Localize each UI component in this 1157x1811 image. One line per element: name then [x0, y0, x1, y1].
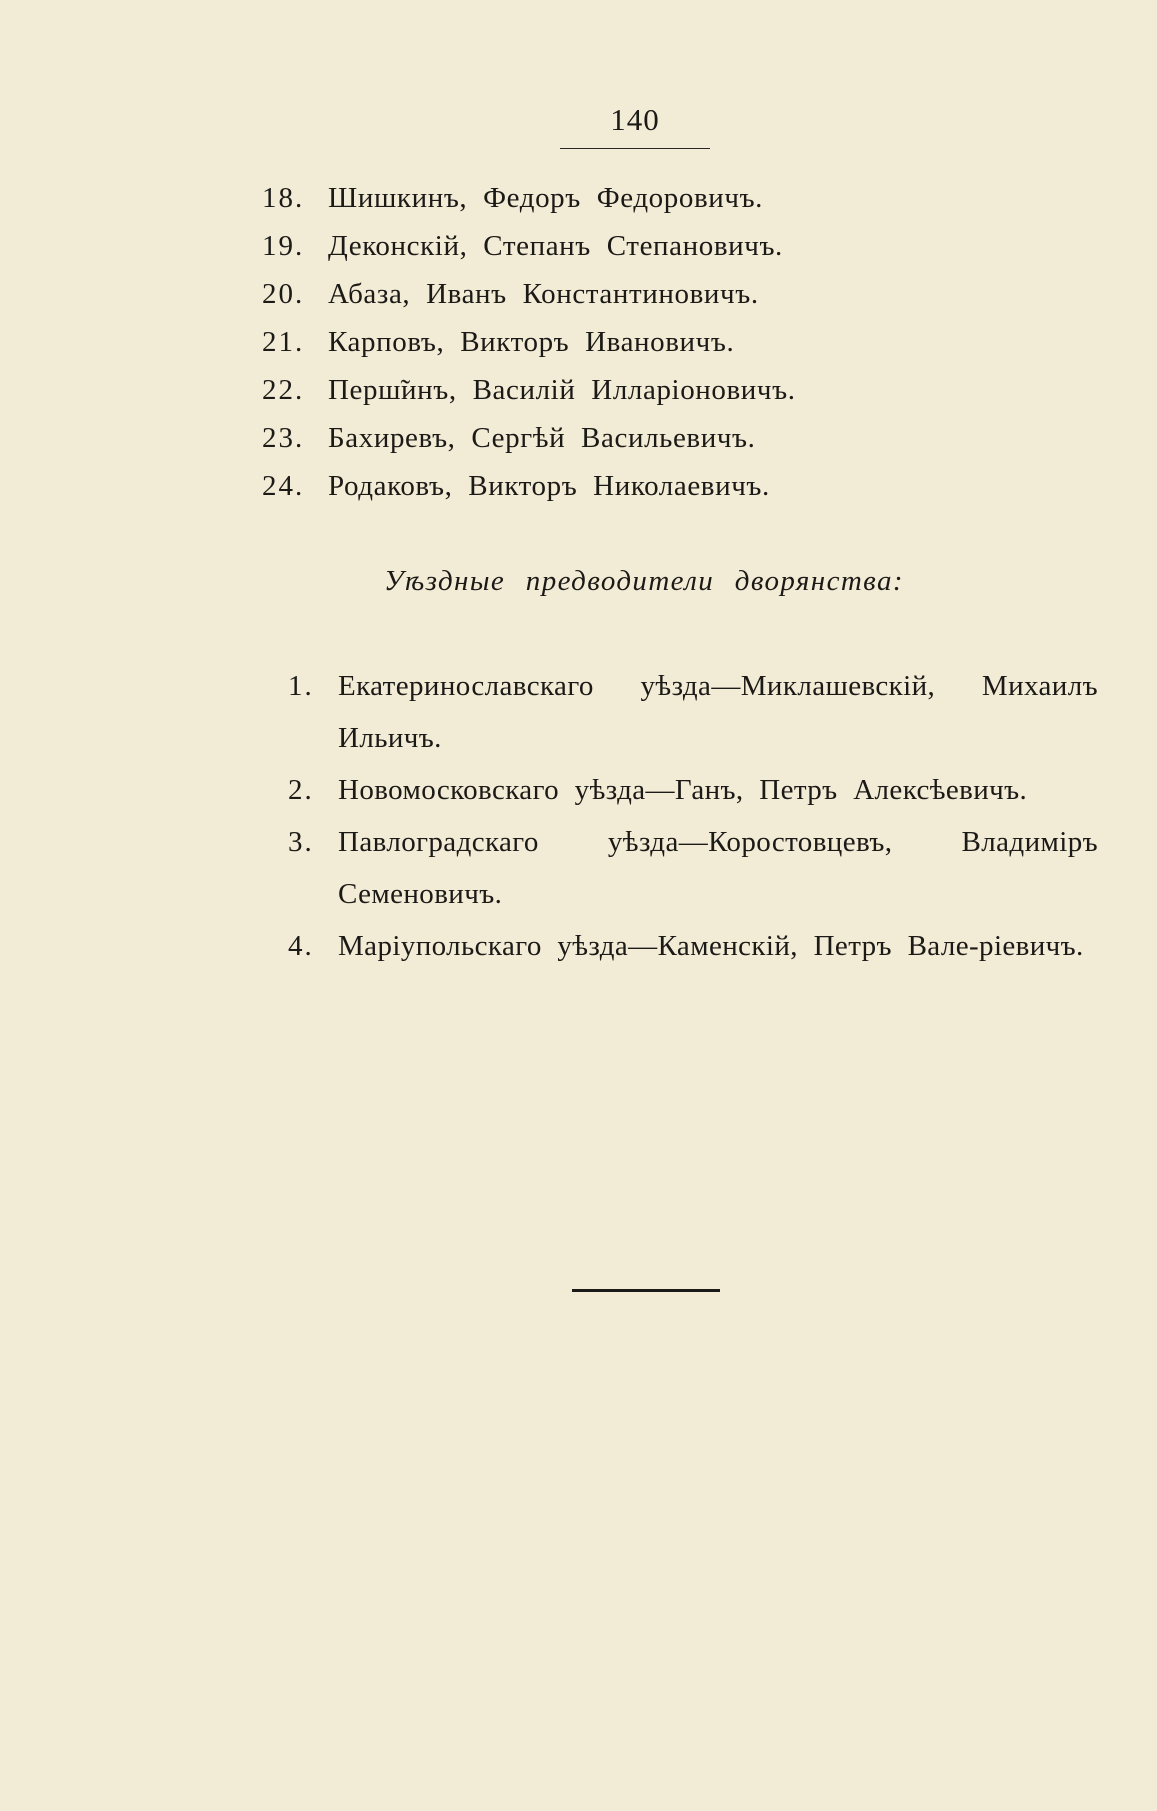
- list-item: [288, 920, 1098, 972]
- page-header: [560, 102, 710, 149]
- list-item: [288, 660, 1098, 764]
- item-number: 22.: [262, 374, 305, 406]
- item-name: Деконскій, Степанъ Степановичъ.: [328, 230, 783, 262]
- item-number: 4.: [288, 930, 314, 962]
- item-number: 20.: [262, 278, 305, 310]
- item-name: Абаза, Иванъ Константиновичъ.: [328, 278, 759, 310]
- item-name: Родаковъ, Викторъ Николаевичъ.: [328, 470, 770, 502]
- item-number: 18.: [262, 182, 305, 214]
- item-text: Новомосковскаго уѣзда—Ганъ, Петръ Алексѣевичъ.: [338, 774, 1028, 806]
- item-number: 19.: [262, 230, 305, 262]
- item-name: Карповъ, Викторъ Ивановичъ.: [328, 326, 735, 358]
- list-item: [262, 470, 796, 518]
- item-text: Павлоградскаго уѣзда—Коростовцевъ, Владиміръ Семеновичъ.: [338, 826, 1098, 910]
- item-number: 23.: [262, 422, 305, 454]
- list-item: [262, 278, 796, 326]
- header-rule: [560, 148, 710, 149]
- item-text: Маріупольскаго уѣзда—Каменскій, Петръ Вале-ріевичъ.: [338, 930, 1084, 962]
- item-number: 3.: [288, 826, 314, 858]
- section-heading: Уѣздные предводители дворянства:: [384, 565, 904, 597]
- list-item: [262, 374, 796, 422]
- item-number: 21.: [262, 326, 305, 358]
- item-text: Екатеринославскаго уѣзда—Миклашевскій, Михаилъ Ильичъ.: [338, 670, 1098, 754]
- item-number: 1.: [288, 670, 314, 702]
- end-rule: [572, 1289, 720, 1292]
- page-number: 140: [610, 102, 660, 137]
- item-number: 2.: [288, 774, 314, 806]
- item-name: Перш̃инъ, Василій Илларіоновичъ.: [328, 374, 796, 406]
- item-number: 24.: [262, 470, 305, 502]
- marshals-list: [288, 660, 1098, 972]
- list-item: [262, 182, 796, 230]
- item-name: Шишкинъ, Федоръ Федоровичъ.: [328, 182, 764, 214]
- members-list: [262, 182, 796, 518]
- list-item: [288, 764, 1098, 816]
- list-item: [262, 422, 796, 470]
- item-name: Бахиревъ, Сергѣй Васильевичъ.: [328, 422, 756, 454]
- list-item: [262, 326, 796, 374]
- list-item: [262, 230, 796, 278]
- list-item: [288, 816, 1098, 920]
